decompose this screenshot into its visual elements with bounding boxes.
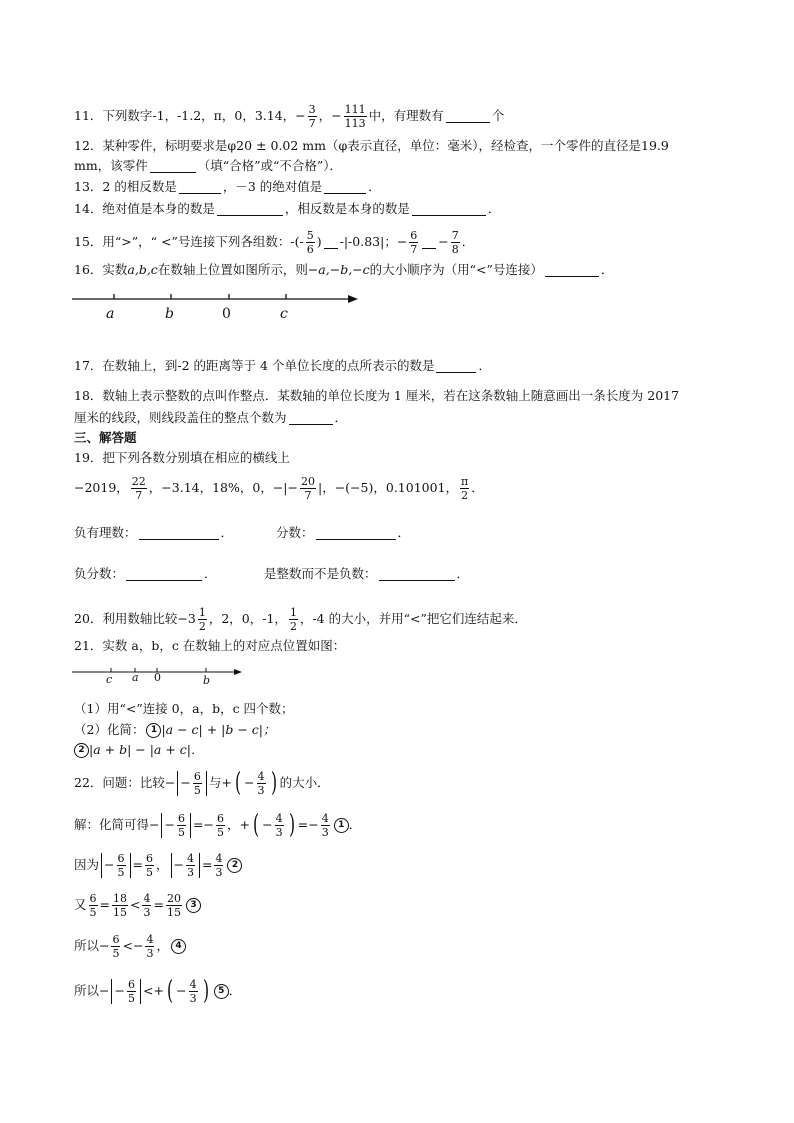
arrow-head [234, 669, 242, 675]
question-13: 13．2 的相反数是 ，－3 的绝对值是 ． [74, 179, 381, 195]
question-18-line1: 18．数轴上表示整数的点叫作整点．某数轴的单位长度为 1 厘米，若在这条数轴上随意画出一条长度为 2017 [74, 388, 680, 403]
abs-neg-6-5: − $\frac{6}{5}$ [177, 771, 206, 796]
answer-blank[interactable] [179, 181, 221, 194]
circled-1: 1 [334, 818, 349, 833]
q22-solution-2: 因为 − $\frac{6}{5}$ = $\frac{6}{5}$ ， − $\frac{4}{3}$ = $\frac{4}{3}$ 2 [74, 853, 242, 878]
question-19-numbers: −2019， $\frac{22}{7}$ ，−3.14，18%，0，−|− $\frac{20}{7}$ |，−(−5)，0.101001， $\frac{\pi}{2}$ ． [74, 475, 484, 502]
q22-solution-3: 又 $\frac{6}{5}$ = $\frac{18}{15}$ < $\frac{4}{3}$ = $\frac{20}{15}$ 3 [74, 893, 201, 918]
fraction-20-7: $\frac{20}{7}$ [301, 475, 315, 502]
fraction-5-6: $\frac{5}{6}$ [306, 229, 314, 256]
arrow-head [348, 295, 358, 303]
fraction-blank[interactable] [316, 527, 396, 540]
question-22: 22．问题：比较− − $\frac{6}{5}$ 与+ ( − $\frac{4}{3}$ ) 的大小． [74, 768, 330, 798]
fraction-7-8: $\frac{7}{8}$ [451, 229, 459, 256]
question-11: 11．下列数字-1，-1.2，π，0，3.14， − $\frac{3}{7}$ ， − $\frac{111}{113}$ 中，有理数有 个 [74, 103, 505, 130]
question-19-line1: 19．把下列各数分别填在相应的横线上 [74, 450, 290, 465]
axis1-label-c: c [280, 306, 288, 322]
question-15: 15．用“>”，“ <”号连接下列各组数： -(- $\frac{5}{6}$ ) -|-0.83| ；− $\frac{6}{7}$ − $\frac{7}{8}$ ． [74, 229, 475, 256]
circled-4: 4 [171, 939, 186, 954]
answer-blank[interactable] [422, 236, 436, 249]
q22-solution-4: 所以− $\frac{6}{5}$ < − $\frac{4}{3}$ ， 4 [74, 934, 186, 959]
circled-2: 2 [227, 858, 242, 873]
answer-blank[interactable] [150, 160, 196, 173]
answer-blank[interactable] [545, 264, 599, 277]
fraction-1-2b: $\frac{1}{2}$ [289, 606, 297, 633]
q22-solution-5: 所以− − $\frac{6}{5}$ < + ( − $\frac{4}{3}$ ) 5 ． [74, 976, 242, 1006]
q19-row-1b: 分数： ． [276, 525, 411, 541]
answer-blank[interactable] [324, 181, 366, 194]
fraction-111-113: $\frac{111}{113}$ [344, 103, 366, 130]
question-18-line2: 厘米的线段，则线段盖住的整点个数为 ． [74, 410, 348, 426]
axis2-label-b: b [203, 674, 211, 687]
axis1-label-b: b [165, 306, 174, 322]
q11-prefix: 11．下列数字-1，-1.2，π，0，3.14， [74, 108, 296, 124]
axis2-label-0: 0 [154, 671, 161, 684]
answer-blank[interactable] [289, 412, 333, 425]
circled-3: 3 [186, 898, 201, 913]
axis1-label-0: 0 [222, 306, 231, 322]
answer-blank[interactable] [446, 110, 490, 123]
answer-blank[interactable] [324, 236, 338, 249]
question-20: 20．利用数轴比较−3 $\frac{1}{2}$ ，2，0，-1， $\frac{1}{2}$ ，-4 的大小，并用“<”把它们连结起来． [74, 606, 527, 633]
section-title: 三、解答题 [74, 430, 137, 445]
answer-blank[interactable] [412, 203, 486, 216]
answer-blank[interactable] [217, 203, 283, 216]
q19-row-2: 负分数： ． [74, 566, 217, 582]
q21-sub2: （2）化简： 1 |a − c| + |b − c|； [74, 722, 276, 738]
neg-rational-blank[interactable] [139, 527, 219, 540]
fraction-pi-2: $\frac{\pi}{2}$ [461, 475, 469, 502]
number-line-2 [72, 665, 252, 679]
axis1-label-a: a [106, 306, 115, 322]
question-16: 16．实数 a,b,c 在数轴上位置如图所示，则 −a,−b,−c 的大小顺序为（用“<”号连接） ． [74, 262, 614, 278]
axis2-label-c: c [106, 673, 113, 686]
q22-solution-1: 解：化简可得− − $\frac{6}{5}$ = − $\frac{6}{5}$ ， + ( − $\frac{4}{3}$ ) = − $\frac{4}{3}$ 1 ． [74, 810, 362, 840]
neg-fraction-blank[interactable] [126, 568, 202, 581]
q19-row-1: 负有理数： ． [74, 525, 234, 541]
axis2-label-a: a [132, 671, 139, 684]
int-not-neg-blank[interactable] [379, 568, 455, 581]
fraction-22-7: $\frac{22}{7}$ [131, 475, 146, 502]
q19-row-2b: 是整数而不是负数： ． [264, 566, 470, 582]
q21-sub3: 2 |a + b| − |a + c|． [74, 743, 204, 758]
fraction-3-7: $\frac{3}{7}$ [308, 103, 316, 130]
q21-sub1: （1）用“<”连接 0，a，b，c 四个数； [74, 701, 294, 716]
question-17: 17．在数轴上，到-2 的距离等于 4 个单位长度的点所表示的数是 ． [74, 358, 491, 374]
question-12-line2: mm，该零件 （填“合格”或“不合格”）． [74, 158, 343, 174]
circled-5: 5 [214, 984, 229, 999]
fraction-4-3: $\frac{4}{3}$ [257, 769, 265, 797]
question-12-line1: 12．某种零件，标明要求是φ20 ± 0.02 mm（φ表示直径，单位：毫米），经检查，一个零件的直径是19.9 [74, 138, 669, 153]
fraction-1-2: $\frac{1}{2}$ [198, 606, 206, 633]
answer-blank[interactable] [436, 360, 476, 373]
question-14: 14．绝对值是本身的数是 ，相反数是本身的数是 ． [74, 201, 501, 217]
fraction-6-7: $\frac{6}{7}$ [410, 229, 418, 256]
circled-1: 1 [146, 723, 161, 738]
circled-2: 2 [74, 743, 89, 758]
question-21: 21．实数 a，b，c 在数轴上的对应点位置如图： [74, 638, 346, 653]
